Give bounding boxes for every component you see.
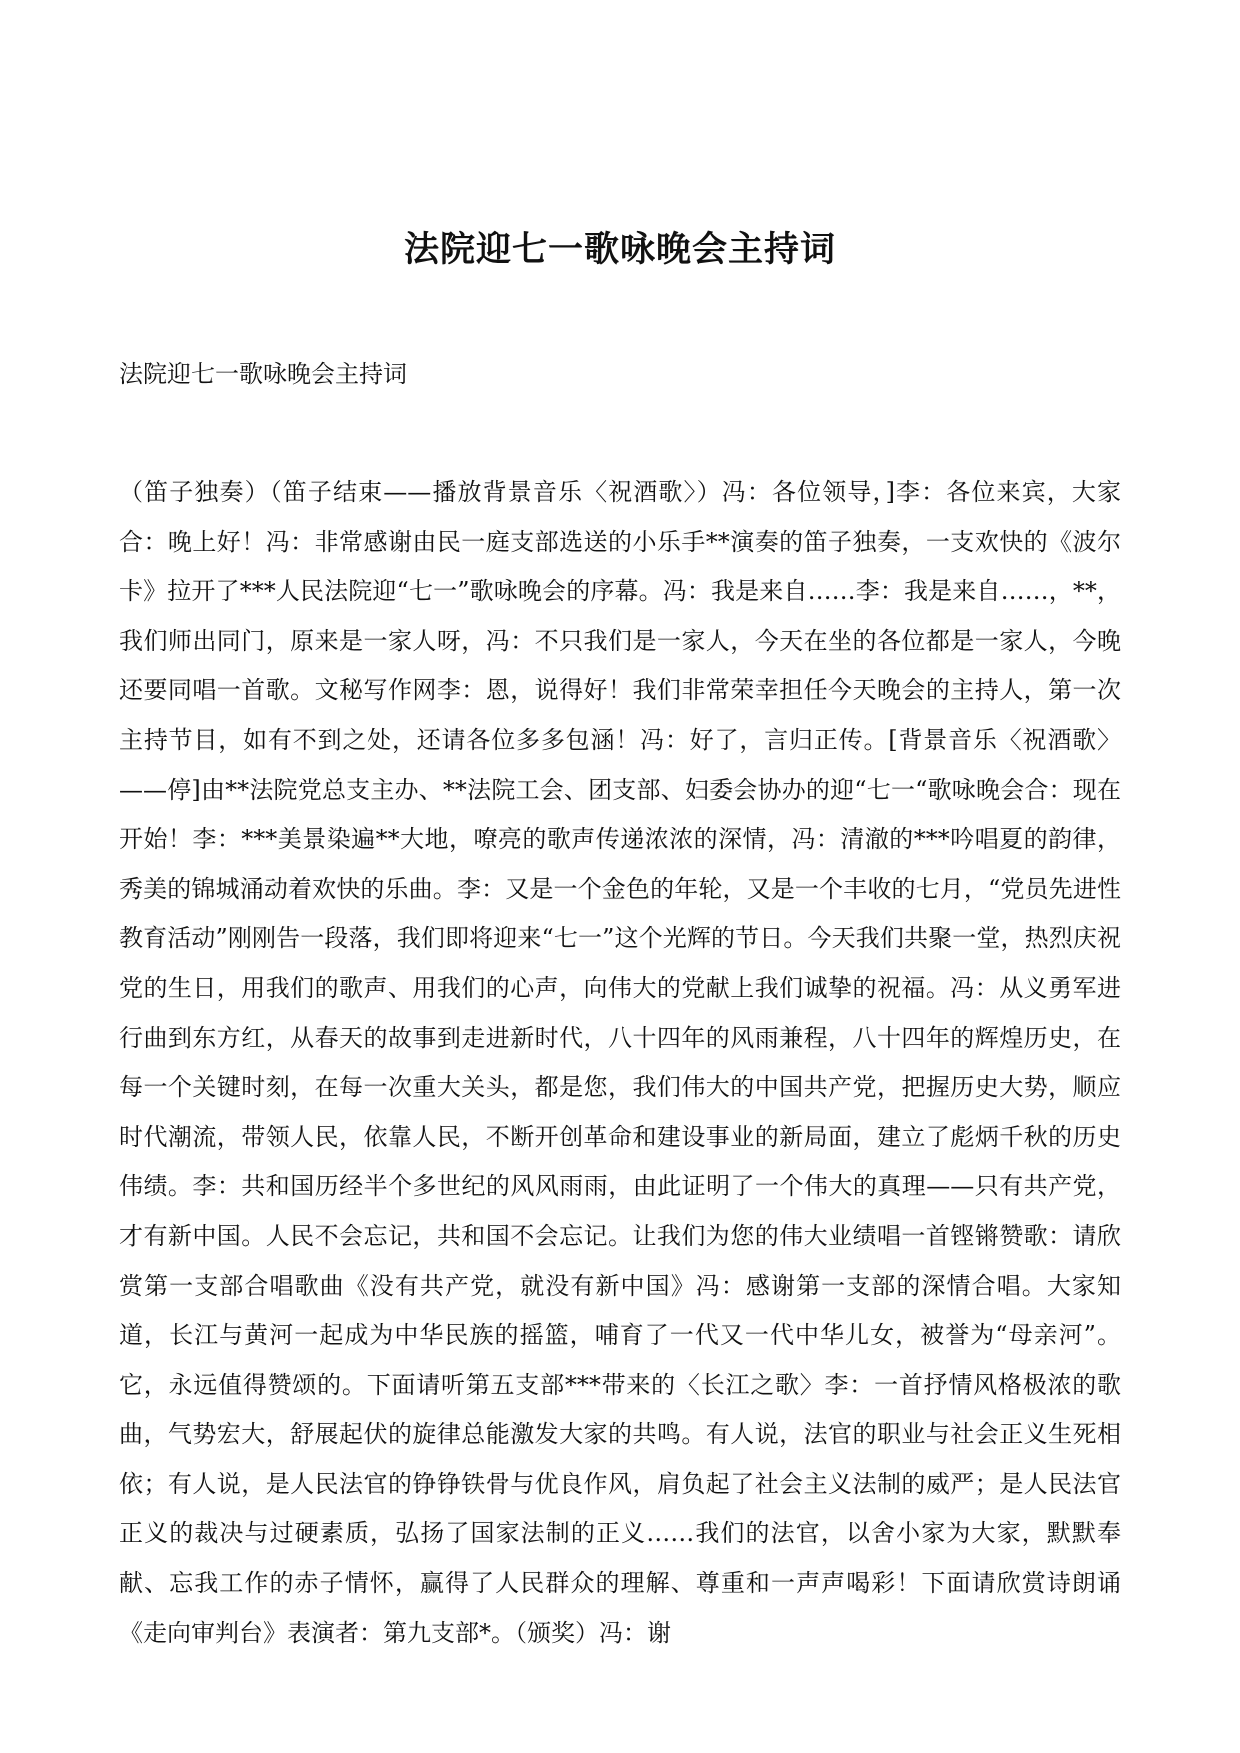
document-body: （笛子独奏）（笛子结束——播放背景音乐〈祝酒歌〉）冯：各位领导，]李：各位来宾，大家合：晚上好！冯：非常感谢由民一庭支部选送的小乐手**演奏的笛子独奏，一支欢快的《波尔卡》拉开了***人民法院迎“七一”歌咏晚会的序幕。冯：我是来自……李：我是来自……，**，我们师出同门，原来是一家人呀，冯：不只我们是一家人，今天在坐的各位都是一家人，今晚还要同唱一首歌。文秘写作网李：恩，说得好！我们非常荣幸担任今天晚会的主持人，第一次主持节目，如有不到之处，还请各位多多包涵！冯：好了，言归正传。[背景音乐〈祝酒歌〉——停]由**法院党总支主办、**法院工会、团支部、妇委会协办的迎“七一“歌咏晚会合：现在开始！李：***美景染遍**大地，嘹亮的歌声传递浓浓的深情，冯：清澈的***吟唱夏的韵律，秀美的锦城涌动着欢快的乐曲。李：又是一个金色的年轮，又是一个丰收的七月，“党员先进性教育活动”刚刚告一段落，我们即将迎来“七一”这个光辉的节日。今天我们共聚一堂，热烈庆祝党的生日，用我们的歌声、用我们的心声，向伟大的党献上我们诚挚的祝福。冯：从义勇军进行曲到东方红，从春天的故事到走进新时代，八十四年的风雨兼程，八十四年的辉煌历史，在每一个关键时刻，在每一次重大关头，都是您，我们伟大的中国共产党，把握历史大势，顺应时代潮流，带领人民，依靠人民，不断开创革命和建设事业的新局面，建立了彪炳千秋的历史伟绩。李：共和国历经半个多世纪的风风雨雨，由此证明了一个伟大的真理——只有共产党，才有新中国。人民不会忘记，共和国不会忘记。让我们为您的伟大业绩唱一首铿锵赞歌：请欣赏第一支部合唱歌曲《没有共产党，就没有新中国》冯：感谢第一支部的深情合唱。大家知道，长江与黄河一起成为中华民族的摇篮，哺育了一代又一代中华儿女，被誉为“母亲河”。它，永远值得赞颂的。下面请听第五支部***带来的〈长江之歌〉李：一首抒情风格极浓的歌曲，气势宏大，舒展起伏的旋律总能激发大家的共鸣。有人说，法官的职业与社会正义生死相依；有人说，是人民法官的铮铮铁骨与优良作风，肩负起了社会主义法制的威严；是人民法官正义的裁决与过硬素质，弘扬了国家法制的正义……我们的法官，以舍小家为大家，默默奉献、忘我工作的赤子情怀，赢得了人民群众的理解、尊重和一声声喝彩！下面请欣赏诗朗诵《走向审判台》表演者：第九支部*。（颁奖）冯：谢	[119, 478, 1121, 1647]
document-title: 法院迎七一歌咏晚会主持词	[403, 229, 836, 270]
document-subtitle: 法院迎七一歌咏晚会主持词	[119, 360, 407, 388]
